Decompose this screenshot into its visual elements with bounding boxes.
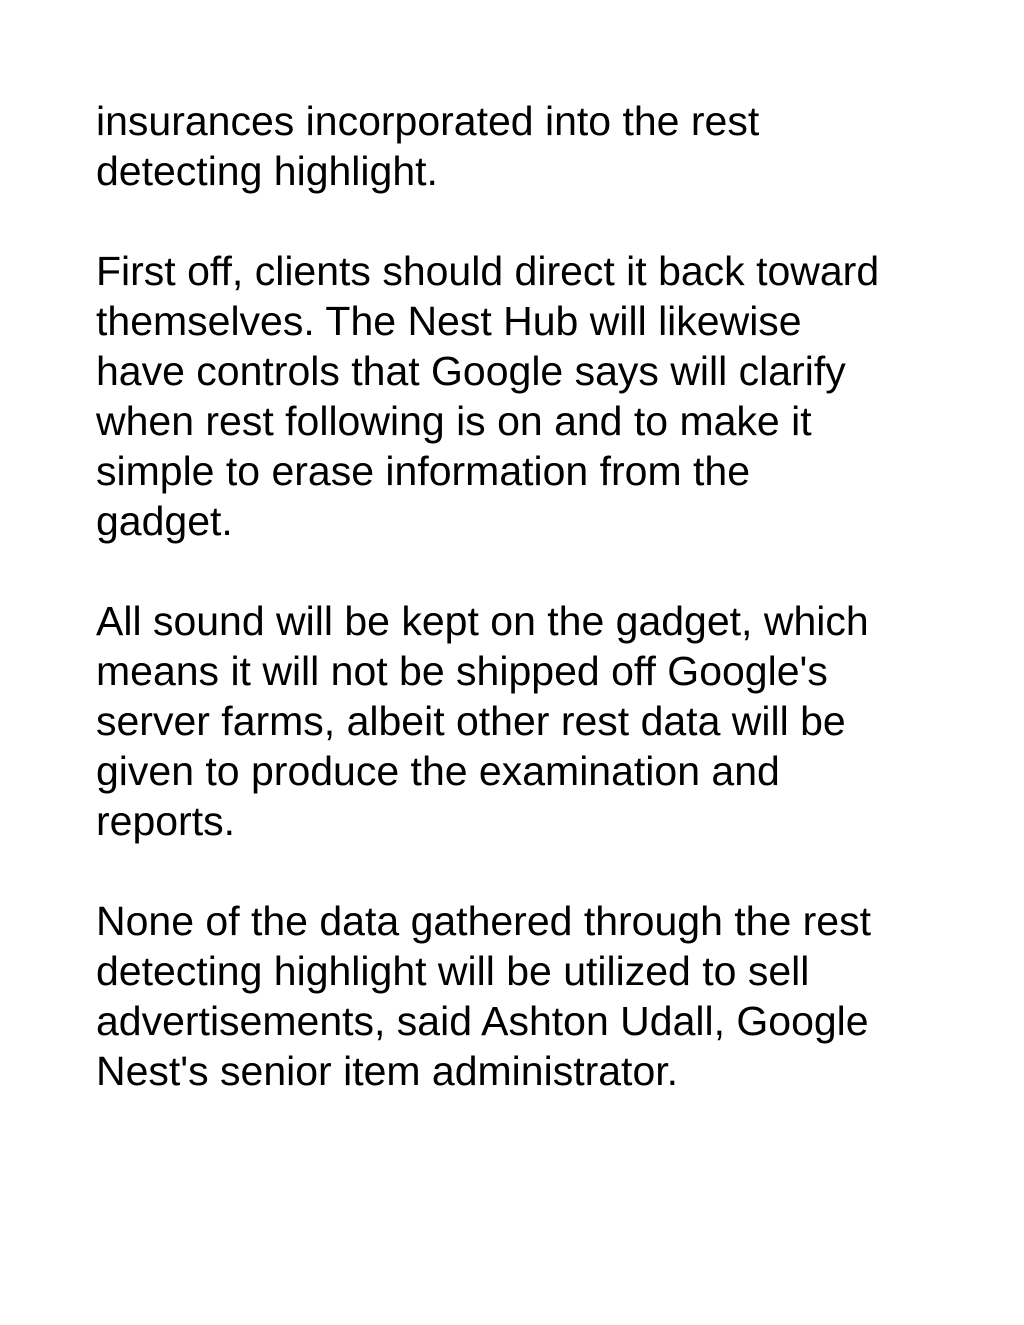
text-line: detecting highlight will be utilized to sell <box>96 948 810 994</box>
text-line: Nest's senior item administrator. <box>96 1048 679 1094</box>
paragraph-1 <box>96 96 956 196</box>
text-line: given to produce the examination and <box>96 748 780 794</box>
text-line: themselves. The Nest Hub will likewise <box>96 298 802 344</box>
text-line: None of the data gathered through the rest <box>96 898 871 944</box>
page-body <box>96 96 956 1146</box>
text-line: when rest following is on and to make it <box>96 398 812 444</box>
text-line: server farms, albeit other rest data will be <box>96 698 846 744</box>
text-line: reports. <box>96 798 235 844</box>
paragraph-3 <box>96 596 956 846</box>
text-line: insurances incorporated into the rest <box>96 98 760 144</box>
paragraph-2 <box>96 246 956 546</box>
paragraph-4 <box>96 896 956 1096</box>
text-line: All sound will be kept on the gadget, which <box>96 598 869 644</box>
text-line: have controls that Google says will clarify <box>96 348 846 394</box>
text-line: First off, clients should direct it back toward <box>96 248 880 294</box>
text-line: gadget. <box>96 498 233 544</box>
text-line: advertisements, said Ashton Udall, Google <box>96 998 869 1044</box>
text-line: detecting highlight. <box>96 148 438 194</box>
text-line: simple to erase information from the <box>96 448 750 494</box>
text-line: means it will not be shipped off Google's <box>96 648 828 694</box>
